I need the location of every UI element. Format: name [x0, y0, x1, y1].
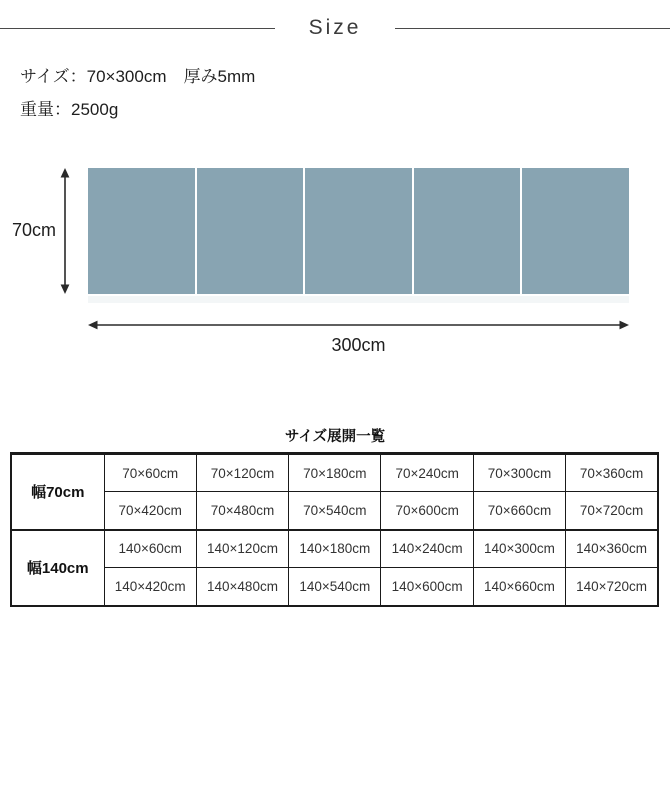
row-header-width-70: 幅70cm: [11, 454, 104, 530]
width-dimension-label: 300cm: [331, 335, 386, 355]
table-row: [11, 492, 658, 530]
size-variation-table: [10, 452, 659, 607]
section-title: Size: [308, 16, 362, 39]
mat-dimension-diagram: [0, 150, 670, 380]
mat-illustration: [88, 168, 629, 294]
size-cell: 140×420cm: [104, 568, 196, 606]
spec-weight-line: 重量：2500g: [20, 100, 119, 119]
width-arrow-icon: [88, 317, 629, 333]
size-cell: 140×600cm: [381, 568, 473, 606]
size-cell: 70×60cm: [104, 454, 196, 492]
size-cell: 140×720cm: [566, 568, 658, 606]
size-cell: 70×240cm: [381, 454, 473, 492]
header-rule-right: [395, 28, 670, 29]
size-cell: 70×420cm: [104, 492, 196, 530]
mat-panel: [305, 168, 412, 294]
mat-panel: [88, 168, 195, 294]
table-row: [11, 568, 658, 606]
size-cell: 140×540cm: [289, 568, 381, 606]
size-cell: 70×300cm: [473, 454, 565, 492]
size-cell: 140×240cm: [381, 530, 473, 568]
size-cell: 70×480cm: [196, 492, 288, 530]
header-rule-left: [0, 28, 275, 29]
size-cell: 70×660cm: [473, 492, 565, 530]
size-cell: 140×180cm: [289, 530, 381, 568]
size-cell: 140×60cm: [104, 530, 196, 568]
size-cell: 140×300cm: [473, 530, 565, 568]
size-cell: 140×360cm: [566, 530, 658, 568]
spec-size-line: サイズ：70×300cm 厚み5mm: [20, 67, 256, 86]
size-cell: 70×360cm: [566, 454, 658, 492]
size-section-header: [0, 14, 670, 42]
size-cell: 70×720cm: [566, 492, 658, 530]
size-table-title: サイズ展開一覧: [284, 429, 386, 445]
table-row: [11, 454, 658, 492]
height-dimension-label: 70cm: [12, 220, 57, 240]
table-row: [11, 530, 658, 568]
size-cell: 70×600cm: [381, 492, 473, 530]
size-cell: 70×120cm: [196, 454, 288, 492]
size-cell: 70×180cm: [289, 454, 381, 492]
size-cell: 140×120cm: [196, 530, 288, 568]
mat-shadow: [88, 296, 629, 303]
spec-block: [20, 67, 255, 120]
mat-panel: [522, 168, 629, 294]
size-cell: 140×480cm: [196, 568, 288, 606]
row-header-width-140: 幅140cm: [11, 530, 104, 606]
size-cell: 70×540cm: [289, 492, 381, 530]
size-cell: 140×660cm: [473, 568, 565, 606]
mat-panel: [414, 168, 521, 294]
mat-panel: [197, 168, 304, 294]
